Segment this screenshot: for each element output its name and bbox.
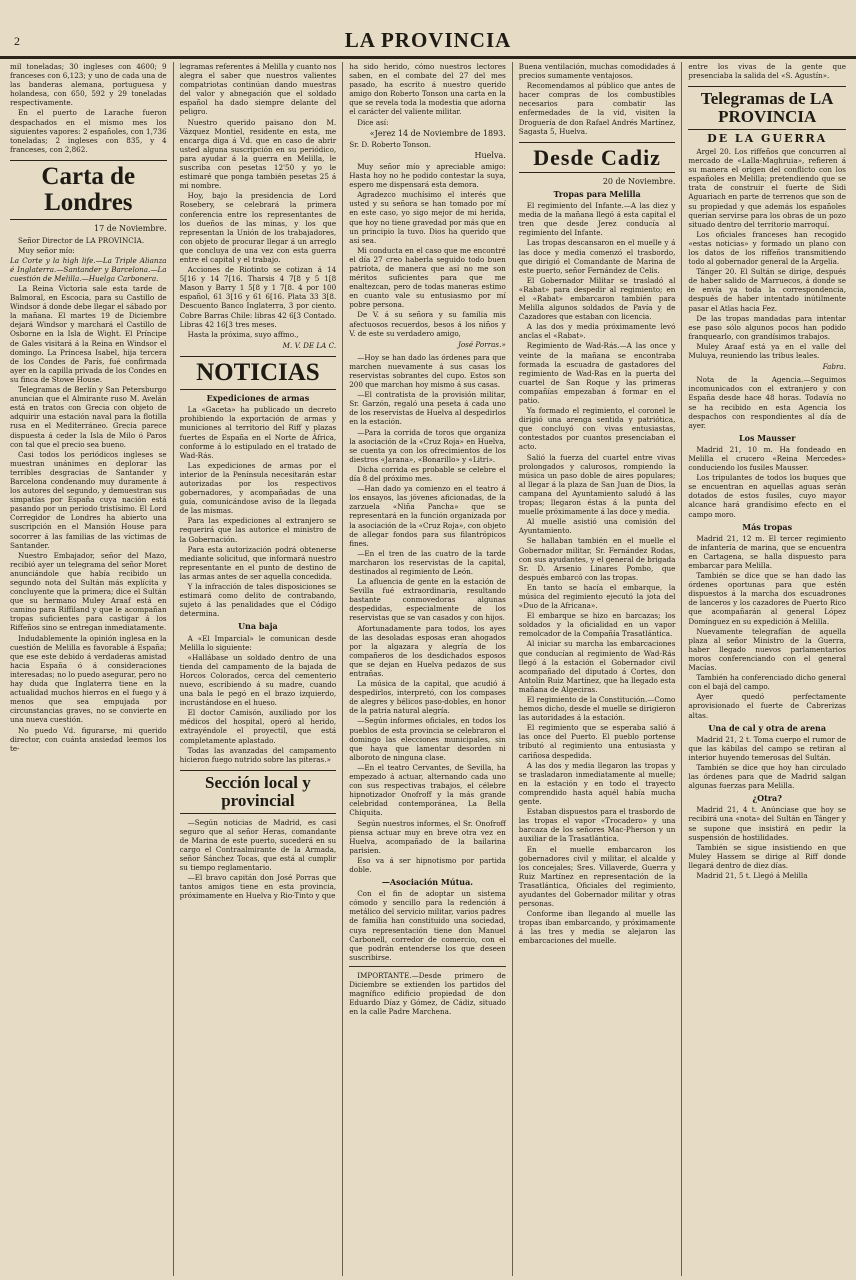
paragraph: También ha conferenciado dicho general con el bajá del campo. [688,673,846,692]
paragraph: legramas referentes á Melilla y cuanto nos alegra el saber que nuestros valientes compatriotas continúan dando muestras del valor y abnegación que el soldado español ha dado siempre delante del peligro. [179,62,337,117]
paragraph: Al muelle asistió una comisión del Ayuntamiento. [518,517,676,536]
paragraph: Nuestro Embajador, señor del Mazo, recibió ayer un telegrama del señor Moret anunciándole que había recibido un segundo nota del Sultán más explícita y concluyente que la primera; dice el Sultán que su hermano Muley Araaf está en camino para Riffiland y que le acompañan tropas suficientes para castigar á los Riffeños sino se entregan inmediatamente. [10,550,167,633]
paragraph: A las dos y media llegaron las tropas y se trasladaron inmediatamente al muelle; en la estación y en todo el trayecto comprendido hasta aquél había mucha gente. [518,760,676,807]
paragraph: También se dice que hoy han circulado las órdenes para que de Madrid salgan algunas fuerzas para Melilla. [688,762,846,791]
paragraph: Muley Araaf está ya en el valle del Muluya, reuniendo las tribus leales. [688,341,846,361]
paragraph: Madrid 21, 5 t. Llegó á Melilla [696,871,808,880]
paragraph: En tanto se hacía el embarque, la música del regimiento ejecutó la jota del «Duo de la Africana». [518,582,676,611]
section-heading-noticias: NOTICIAS [180,356,337,390]
paragraph: Madrid 21, 4 t. Anúnciase que hoy se recibirá una «nota» del Sultán en Tánger y se supone que insistirá en pedir la suspensión de hostilidades. [688,805,846,842]
paragraph: «Hallábase un soldado dentro de una tienda del campamento de la bajada de Horcos Colorados, cerca del cementerio nuevo, escribiendo á su madre, cuando una bala le pegó en el brazo izquierdo, incrustándose en el hueso. [179,652,337,708]
paragraph: El regimiento de la Constitución.—Como hemos dicho, desde el muelle se dirigieron las autoridades á la estación. [518,695,676,723]
addressee: Sr. D. Roberto Tonson. [349,139,432,149]
paragraph: En el puerto de Larache fueron despachados en el mismo mes los siguientes vapores: 2 españoles, con 1,736 toneladas; 2 ingleses con 835, y 4 franceses, con 2,862. [10,108,167,154]
paragraph: —Según informes oficiales, en todos los pueblos de esta provincia se celebraron el domingo las elecciones municipales, sin que haya que lamentar desorden ni alboroto de ninguna clase. [349,716,506,762]
paragraph: Estaban dispuestos para el trasbordo de las tropas el vapor «Trocadero» y una barcaza de los señores Mac-Pherson y un auxiliar de la Trasatlántica. [518,807,676,844]
section-heading-carta-de-londres: Carta de Londres [10,160,167,221]
signature: José Porras.» [457,339,506,349]
paragraph: La música de la capital, que acudió á despedirlos, interpretó, con los compases de alegres y bélicos paso-dobles, en honor de la patria natural alegría. [349,679,506,716]
paragraph: Con el fin de adoptar un sistema cómodo y sencillo para la redención á metálico del servicio militar, varios padres de familia han constituido una sociedad, cuya representación tiene don Manuel Carbonell, corredor de comercio, con el que podrán entenderse los que deseen suscribirse. [349,889,506,962]
page-number: 2 [14,34,20,48]
paragraph: Y la infracción de tales disposiciones se estimará como delito de contrabando, sujeto á las penalidades que el Código determina. [179,582,337,619]
notice: IMPORTANTE.—Desde primero de Diciembre se extienden los partidos del magnífico edificio propiedad de don Eduardo Díaz y Gómez, de Cádiz, situado en la calle Padre Marchena. [349,970,506,1017]
paragraph: El regimiento del Infante.—A las diez y media de la mañana llegó á esta capital el tren que desde Jerez conducía al regimiento del Infante. [518,201,676,238]
signature: M. V. DE LA C. [282,340,337,350]
paragraph: —En el tren de las cuatro de la tarde marcharon los reservistas de la capital, destinados al regimiento de León. [349,548,506,576]
dateline: 20 de Noviembre. [602,176,676,186]
paragraph: —Hoy se han dado las órdenes para que marchen nuevamente á sus casas los reservistas sobrantes del cupo. Estos son 200 que marchan hoy mismo á sus casas. [349,352,506,390]
paragraph: De V. á su señora y su familia mis afectuosos recuerdos, besos á los niños y V. de este su verdadero amigo, [349,310,506,338]
paragraph: Recomendamos al público que antes de hacer compras de los combustibles necesarios para combatir las enfermedades de la vid, visiten la Droguería de don Rafael Andrés Martínez, Sagasta 5, Huelva. [518,81,676,136]
section-heading-desde-cadiz: Desde Cadiz [519,142,676,173]
paragraph: Todas las avanzadas del campamento hicieron fuego nutrido sobre las piteras.» [179,745,337,764]
paragraph: Ya formado el regimiento, el coronel le dirigió una arenga sentida y patriótica, que concluyó con vivas entusiastas, contestados por cuantos presenciaban el acto. [518,406,676,452]
paragraph: mil toneladas; 30 ingleses con 4600; 9 franceses con 6,123; y uno de cada una de las banderas alemana, portuguesa y holandesa, con 650, 592 y 29 toneladas respectivamente. [10,62,167,108]
paragraph: Al iniciar su marcha las embarcaciones que conducían al regimiento de Wad-Rás llegó á la estación el Gobernador civil acompañado del diputado á Cortes, don Antolín Ruiz Martínez, que ha llegado esta mañana de Algeciras. [518,639,676,694]
column-3 [343,62,513,1276]
paragraph: Salió la fuerza del cuartel entre vivas prolongados y calurosos, rompiendo la música un paso doble de aires populares; al llegar á la plaza de San Juan de Dios, la campana del Ayuntamiento saludó á las tropas; llegaron éstas á la punta del muelle próximamente á las doce y media. [518,452,676,517]
paragraph: Para esta autorización podrá obtenerse mediante solicitud, que informará nuestro representante en el punto de destino de las armas antes de ser aquella concedida. [179,544,337,581]
subheading: —Asociación Mútua. [381,877,474,888]
subheading: Los Mausser [738,432,796,443]
paragraph: —El bravo capitán don José Porras que tantos amigos tiene en esta provincia, próximamente en Huelva y Rio-Tinto y que [179,873,337,901]
section-heading-telegramas: Telegramas de LA PROVINCIA [688,86,846,130]
paragraph: La «Gaceta» ha publicado un decreto prohibiendo la exportación de armas y municiones al territorio del Riff y plazas fuertes de España en el Norte de África, conforme á lo estipulado en el tratado de Wad-Rás. [179,405,337,460]
subheading: Más tropas [742,521,793,532]
paragraph: Las expediciones de armas por el interior de la Península necesitarán estar autorizadas por los respectivos gobernadores, y acompañadas de una guía, comunicándose aviso de la llegada de las mismas. [179,460,337,516]
paragraph: La Reina Victoria sale esta tarde de Balmoral, en Escocia, para su Castillo de Windsor á donde debe llegar el sábado por la mañana. El martes 19 de Diciembre dejará Windsor y marchará el Castillo de Osborne en la Isla de Wight. El Príncipe de Gales visitará á la Reina en Windsor el domingo. La Princesa Isabel, hija tercera de los Condes de París, fué confirmada ayer en la capilla privada de los Condes en su finca de Stowe House. [10,284,167,384]
paragraph: Muy señor mío y apreciable amigo: Hasta hoy no he podido contestar la suya, espero me dispensará esta demora. [349,161,506,190]
paragraph: Madrid 21, 2 t. Toma cuerpo el rumor de que las kábilas del campo se retiran al interior huyendo temerosas del Sultán. [688,734,846,762]
paragraph: Nuestro querido paisano don M. Vázquez Montiel, residente en esta, me encarga diga á Vd. que en caso de abrir usted alguna suscripción en su periódico, para ayudar á la guerra en Melilla, le suscriba con pesetas 12'50 y yo le estimaré que ponga también pesetas 25 á mi nombre. [179,117,337,191]
paragraph: Las tropas descansaron en el muelle y á las doce y media comenzó el trasbordo, que dirigió el Comandante de Marina de este puerto, señor Fernández de Celis. [518,238,676,275]
subheading: Tropas para Melilla [553,188,641,199]
letter-dateline: «Jerez 14 de Noviembre de 1893. [369,128,506,138]
subheading: Una de cal y otra de arena [708,722,827,733]
paragraph: Telegramas de Berlín y San Petersburgo anuncian que el Almirante ruso M. Avelán está en tratos con Grecia con objeto de adquirir una estación naval para la flotilla rusa en el Mediterráneo. Grecia parece dispuesta á ceder la Isla de Milo ó Paros con tal que el precio sea bueno. [10,385,167,449]
paragraph: A «El Imparcial» le comunican desde Melilla lo siguiente: [179,633,337,652]
section-heading-local-provincial: Sección local y provincial [180,770,337,814]
paragraph: Agradezco muchísimo el interés que usted y su señora se han tomado por mí en este caso, yo sigo mejor de mi herida, que hoy no tiene gravedad por más que en un principio la tuvo. Dios ha querido que así sea. [349,190,506,245]
paragraph: Madrid 21, 10 m. Ha fondeado en Melilla el crucero «Reina Mercedes» conduciendo los fusiles Mausser. [688,444,846,473]
paragraph: Dicha corrida es probable se celebre el día 8 del próximo mes. [349,464,506,484]
paragraph: Indudablemente la opinión inglesa en la cuestión de Melilla es favorable á España; que ese este debido á verdaderas amistad hacia España ó á consideraciones interesadas; no lo puedo asegurar, pero no hay duda que Inglaterra tiene en la actualidad muchos hierros en el fuego y á menos que sea empujada por circunstancias graves, no se convierte en una nueva cuestión. [10,633,167,725]
paragraph: Se hallaban también en el muelle el Gobernador militar, Sr. Fernández Rodas, con sus ayudantes, y el general de brigada Sr. D. Arsenio Linares Pombo, que después embarcó con las tropas. [518,536,676,582]
column-4 [513,62,683,1276]
paragraph: Según nuestros informes, el Sr. Onofroff piensa actuar muy en breve otra vez en Huelva, acompañado de la bailarina parisien. [349,818,506,855]
salutation: Muy señor mío: [18,245,75,255]
paragraph: Los oficiales franceses han recogido «estas noticias» y formado un plano con los datos de los riffeños transmitiendo todo al gobernador general de la Argelia. [688,229,846,267]
paragraph: La afluencia de gente en la estación de Sevilla fué extraordinaria, resultando bastante conmovedoras algunas despedidas, especialmente de los reservistas que se van casados y con hijos. [349,577,506,623]
paragraph: Casi todos los periódicos ingleses se muestran unánimes en deplorar las terribles desgracias de Santander y Barcelona condenando muy duramente á los autores del segundo, y demuestran sus simpatías por España cuya nación está pasando por un periodo tristísimo. El Lord Corregidor de Londres ha abierto una suscripción en el Mansión House para socorrer á las familias de las víctimas de Santander. [10,449,167,550]
column-5 [682,62,852,1276]
paragraph: Hoy, bajo la presidencia de Lord Rosebery, se celebrará la primera conferencia entre los representantes de los dueños de las minas, y los que representan la Unión de los trabajadores, con objeto de procurar llegar á un arreglo que concluya de una vez con esta guerra entre el capital y el trabajo. [179,191,337,264]
paragraph: En el muelle embarcaron los gobernadores civil y militar, el alcalde y los concejales; Sres. Villaverde, Guerra y Ruiz Martínez en representación de la Trasatlántica, Oficiales del regimiento, ayudantes del Gobernador militar y otras personas. [518,844,676,909]
paragraph: También se dice que se han dado las órdenes oportunas para que estén dispuestos á la marcha dos escuadrones de lanceros y los cazadores de Puerto Rico que acompañarán al general López Domínguez en su expedición á Melilla. [688,571,846,626]
column-1 [4,62,174,1276]
paragraph: Dice así: [357,117,389,127]
paragraph: Ayer quedó perfectamente aprovisionado el fuerte de Cabrerizas altas. [688,692,846,720]
paragraph: Eso va á ser hipnotismo por partida doble. [349,855,506,874]
subheading: Expediciones de armas [206,393,310,404]
paragraph: El embarque se hizo en barcazas; los soldados y la oficialidad en un vapor remolcador de la Compañía Trasatlántica. [518,611,676,639]
paragraph: —En el teatro Cervantes, de Sevilla, ha empezado á actuar, alternando cada uno con sus respectivas trabajos, el célebre hipnotizador Onofroff y la más grande celebridad contemporánea, La Bella Chiquita. [349,762,506,818]
paragraph: Afortunadamente para todos, los ayes de las desoladas esposas eran ahogados por la algazara y alegría de los compañeros de los desdichados esposos que se dejan en Huelva pedazos de sus entrañas. [349,623,506,678]
columns [4,62,852,1276]
paragraph: Conforme iban llegando al muelle las tropas iban embarcando, y próximamente á las tres y media se alejaron las embarcaciones del muelle. [518,909,676,946]
paragraph: De las tropas mandadas para intentar ese paso sólo algunos pocos han podido franquearlo, con grandísimos trabajos. [688,313,846,341]
paragraph: También se sigue insistiendo en que Muley Hassem se dirige al Riff donde llegará dentro de diez días. [688,842,846,870]
paragraph: Nuevamente telegrafían de aquella plaza al señor Ministro de la Guerra, haber llegado nuevos parlamentarios moros conferenciando con el general Macías. [688,626,846,673]
paragraph: entre los vivas de la gente que presenciaba la salida del «S. Agustín». [688,62,846,81]
subheading: ¿Otra? [752,793,782,804]
subheading: Una baja [238,621,278,632]
divider [349,966,506,967]
newspaper-title: LA PROVINCIA [344,28,512,52]
paragraph: El regimiento que se esperaba salió á las once del Puerto. El pueblo portense tributó al regimiento una entusiasta y cariñosa despedida. [518,723,676,760]
addressee-place: Huelva. [474,150,506,160]
paragraph: —El contratista de la provisión militar, Sr. Garzón, regaló una peseta á cada uno de los reservistas de Huelva al despedirlos en la estación. [349,390,506,427]
summary-line: La Corte y la high life.—La Triple Alianza é Inglaterra.—Santander y Barcelona.—La cuestión de Melilla.—Huelga Carbonera. [10,255,167,283]
paragraph: ha sido herido, cómo nuestros lectores saben, en el combate del 27 del mes pasado, ha escrito á nuestro querido amigo don Roberto Tonson una carta en la que se revela toda la modestia que adorna el carácter del valiente militar. [349,62,506,117]
salutation: Señor Director de LA PROVINCIA. [18,235,145,245]
paragraph: Mi conducta en el caso que me encontré el día 27 creo haberla seguido todo buen patriota, de manera que así no me son méritos suficientes para que me enaltezcan, pero de todas maneras estimo en cuanto vale su entusiasmo por mí pobre persona. [349,245,506,310]
paragraph: —Para la corrida de toros que organiza la asociación de la «Cruz Roja» en Huelva, se cuenta ya con los ofrecimientos de los diestros «Jarana», «Bonarillo» y «Litri». [349,427,506,464]
paragraph: Los tripulantes de todos los buques que se encuentran en aquellas aguas serán dotados de estos fusiles, cuyo mayor alcance hará grandísimo efecto en el campo moro. [688,473,846,519]
paragraph: No puedo Vd. figurarse, mi querido director, con cuánta ansiedad leemos los te- [10,725,167,753]
paragraph: Tánger 20. El Sultán se dirige, después de haber salido de Marruecos, á donde se le envía ya toda la correspondencia, después de haber intentado inútilmente pasar el Atlas hacia Fez. [688,267,846,313]
section-subheading-guerra: DE LA GUERRA [707,131,828,145]
dateline: 17 de Noviembre. [94,224,167,234]
signature: Fabra. [822,362,846,372]
paragraph: Madrid 21, 12 m. El tercer regimiento de infantería de marina, que se encuentra en Cartagena, se halla dispuesto para embarcar para Melilla. [688,533,846,570]
paragraph: El Gobernador Militar se trasladó al «Rabat» para despedir al regimiento; en el «Rabat» embarcaron también para Melilla algunos soldados de Pavía y de Cazadores que estaban con licencia. [518,275,676,322]
agency-note: Nota de la Agencia.—Seguimos incomunicados con el extranjero y con España desde hace 48 horas. Todavía no se ha recibido en esta Agencia los despachos con respondientes al día de ayer. [688,375,846,430]
paragraph: Argel 20. Los riffeños que concurren al mercado de «Lalla-Maghruia», refieren á su manera el origen del conflicto con los españoles en Melilla; pretendiendo que se trata de construir el fuerte de Sidi Aguariach en parte de terrenos que son de su propiedad y que además los españoles querían servirse para los obras de un pozo situado dentro del territorio marroquí. [688,146,846,229]
paragraph: Hasta la próxima, suyo affmo., [187,329,299,339]
masthead [0,0,856,59]
paragraph: Regimiento de Wad-Rás.—A las once y veinte de la mañana se encontraba formada la escuadra de gastadores del regimiento de Wad-Ras en la puerta del cuartel de San Roque y las primeras compañías empezaban á formar en el patio. [518,341,676,405]
paragraph: A las dos y media próximamente levó anclas el «Rabat». [518,322,676,341]
paragraph: —Han dado ya comienzo en el teatro á los ensayos, las jóvenes aficionadas, de la zarzuela «Niña Pancha» que se representará en la función organizada por la asociación de la «Cruz Roja», con objeto de allegar fondos para sus filantrópicos fines. [349,484,506,548]
paragraph: Buena ventilación, muchas comodidades á precios sumamente ventajosos. [518,62,676,81]
column-2 [174,62,344,1276]
paragraph: El doctor Camisón, auxiliado por los médicos del hospital, operó al herido, extrayéndole el proyectil, que está completamente aplastado. [179,708,337,745]
paragraph: —Según noticias de Madrid, es casi seguro que al señor Heras, comandante de Marina de este puerto, sucederá en su cargo el Contraalmirante de la Armada, señor Sánchez Tocas, que está al cumplir su tiempo reglamentario. [179,817,337,872]
paragraph: Acciones de Riotinto se cotizan á 14 5[16 y 14 7[16. Tharsis 4 7[8 y 5 1[8 Mason y Barry 1 5[8 y 1 7[8. 4 por 100 español, 61 3[16 y 61 6[16. Plata 33 3[8. Descuento Banco Inglaterra, 3 por ciento. Cobre Barras Chile: libras 42 6[3 Contado. Libras 42 16[3 tres meses. [179,265,337,329]
paragraph: Para las expediciones al extranjero se requerirá que las autorice el ministro de la Gobernación. [179,516,337,544]
